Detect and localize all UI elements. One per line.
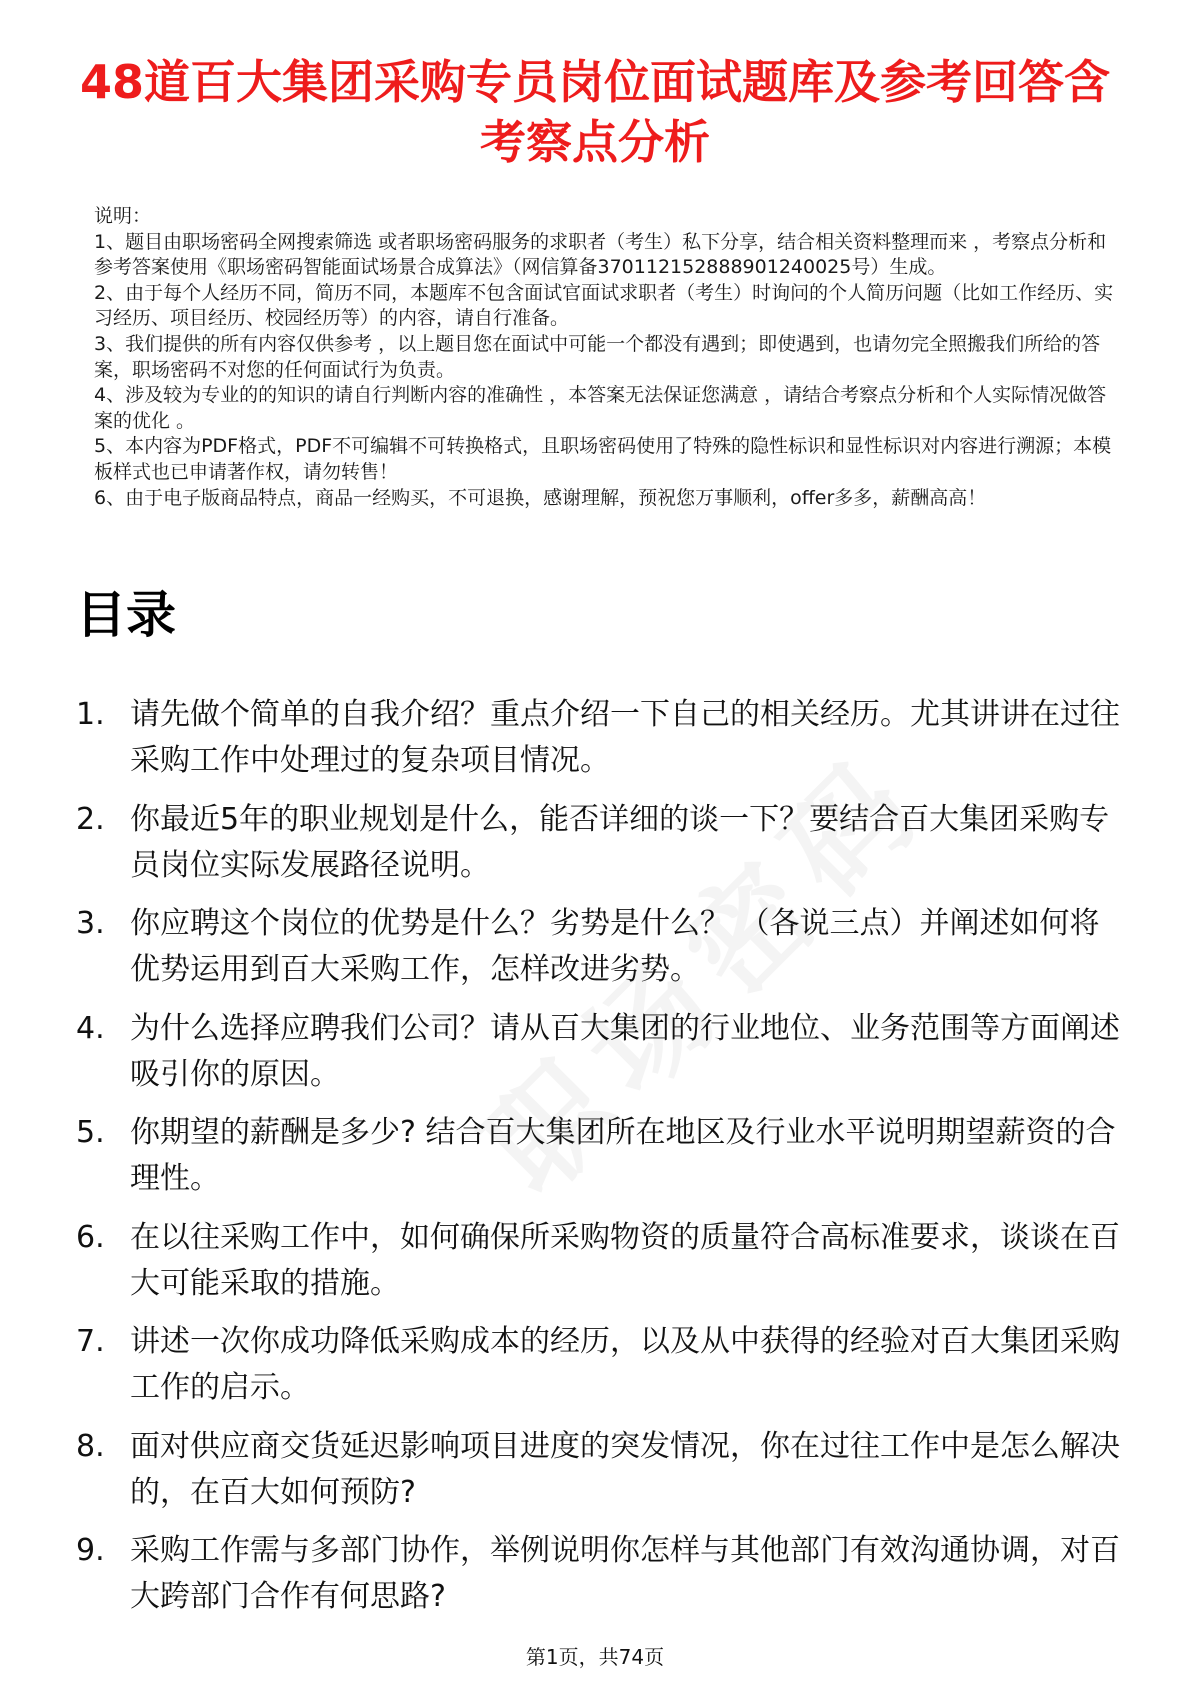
toc-item-number: 6. xyxy=(76,1219,105,1255)
toc-item[interactable] xyxy=(76,1424,1126,1516)
note-item: 5、本内容为PDF格式，PDF不可编辑不可转换格式，且职场密码使用了特殊的隐性标识和显性标识对内容进行溯源；本模板样式也已申请著作权，请勿转售！ xyxy=(94,435,1112,483)
toc-item-text: 讲述一次你成功降低采购成本的经历，以及从中获得的经验对百大集团采购工作的启示。 xyxy=(130,1324,1120,1405)
toc-item-text: 你最近5年的职业规划是什么，能否详细的谈一下？要结合百大集团采购专员岗位实际发展路径说明。 xyxy=(130,801,1110,883)
toc-item[interactable] xyxy=(76,797,1126,889)
toc-item-text: 请先做个简单的自我介绍？重点介绍一下自己的相关经历。尤其讲讲在过往采购工作中处理过的复杂项目情况。 xyxy=(130,697,1120,778)
toc-item-number: 4. xyxy=(76,1010,105,1046)
note-item: 4、涉及较为专业的的知识的请自行判断内容的准确性 ，本答案无法保证您满意 ，请结合考察点分析和个人实际情况做答案的优化 。 xyxy=(94,384,1107,432)
toc-item[interactable] xyxy=(76,1528,1126,1620)
page-title: 48道百大集团采购专员岗位面试题库及参考回答含考察点分析 xyxy=(79,55,1110,169)
note-item: 3、我们提供的所有内容仅供参考 ，以上题目您在面试中可能一个都没有遇到；即使遇到，也请勿完全照搬我们所给的答案，职场密码不对您的任何面试行为负责。 xyxy=(94,332,1101,381)
toc-item-number: 9. xyxy=(76,1533,105,1568)
toc-item-text: 为什么选择应聘我们公司？请从百大集团的行业地位、业务范围等方面阐述吸引你的原因。 xyxy=(130,1010,1120,1092)
note-item: 2、由于每个人经历不同，简历不同，本题库不包含面试官面试求职者（考生）时询问的个人简历问题（比如工作经历、实习经历、项目经历、校园经历等）的内容，请自行准备。 xyxy=(94,281,1114,330)
toc-item[interactable] xyxy=(76,1110,1126,1202)
page-footer: 第1页，共74页 xyxy=(525,1645,665,1669)
toc-item-number: 5. xyxy=(76,1115,105,1150)
toc-item[interactable] xyxy=(76,1215,1126,1307)
toc-item-text: 面对供应商交货延迟影响项目进度的突发情况，你在过往工作中是怎么解决的，在百大如何预防? xyxy=(130,1428,1120,1510)
toc-item-number: 7. xyxy=(76,1324,105,1359)
toc-item-text: 你应聘这个岗位的优势是什么？劣势是什么？ （各说三点）并阐述如何将优势运用到百大采购工作，怎样改进劣势。 xyxy=(130,906,1100,987)
toc-item-number: 8. xyxy=(76,1428,105,1464)
toc-item[interactable] xyxy=(76,901,1126,993)
notes-section xyxy=(94,204,1124,511)
note-item: 6、由于电子版商品特点，商品一经购买，不可退换，感谢理解，预祝您万事顺利，offer多多，薪酬高高！ xyxy=(94,486,987,509)
toc-item-number: 2. xyxy=(76,801,105,837)
notes-label: 说明： xyxy=(94,205,152,227)
toc-item-text: 你期望的薪酬是多少? 结合百大集团所在地区及行业水平说明期望薪资的合理性。 xyxy=(130,1115,1116,1196)
toc-heading: 目录 xyxy=(76,586,176,644)
toc-list xyxy=(76,692,1126,1633)
toc-item-number: 3. xyxy=(76,906,105,941)
toc-item[interactable] xyxy=(76,1006,1126,1098)
toc-item-text: 在以往采购工作中，如何确保所采购物资的质量符合高标准要求，谈谈在百大可能采取的措施。 xyxy=(130,1219,1120,1301)
note-item: 1、题目由职场密码全网搜索筛选 或者职场密码服务的求职者（考生）私下分享，结合相关资料整理而来 ，考察点分析和参考答案使用《职场密码智能面试场景合成算法》（网信算备370112152888901240025号）生成。 xyxy=(94,230,1107,279)
toc-item[interactable] xyxy=(76,692,1126,784)
toc-item-number: 1. xyxy=(76,697,105,732)
toc-item[interactable] xyxy=(76,1319,1126,1411)
toc-item-text: 采购工作需与多部门协作，举例说明你怎样与其他部门有效沟通协调，对百大跨部门合作有何思路? xyxy=(130,1533,1120,1614)
